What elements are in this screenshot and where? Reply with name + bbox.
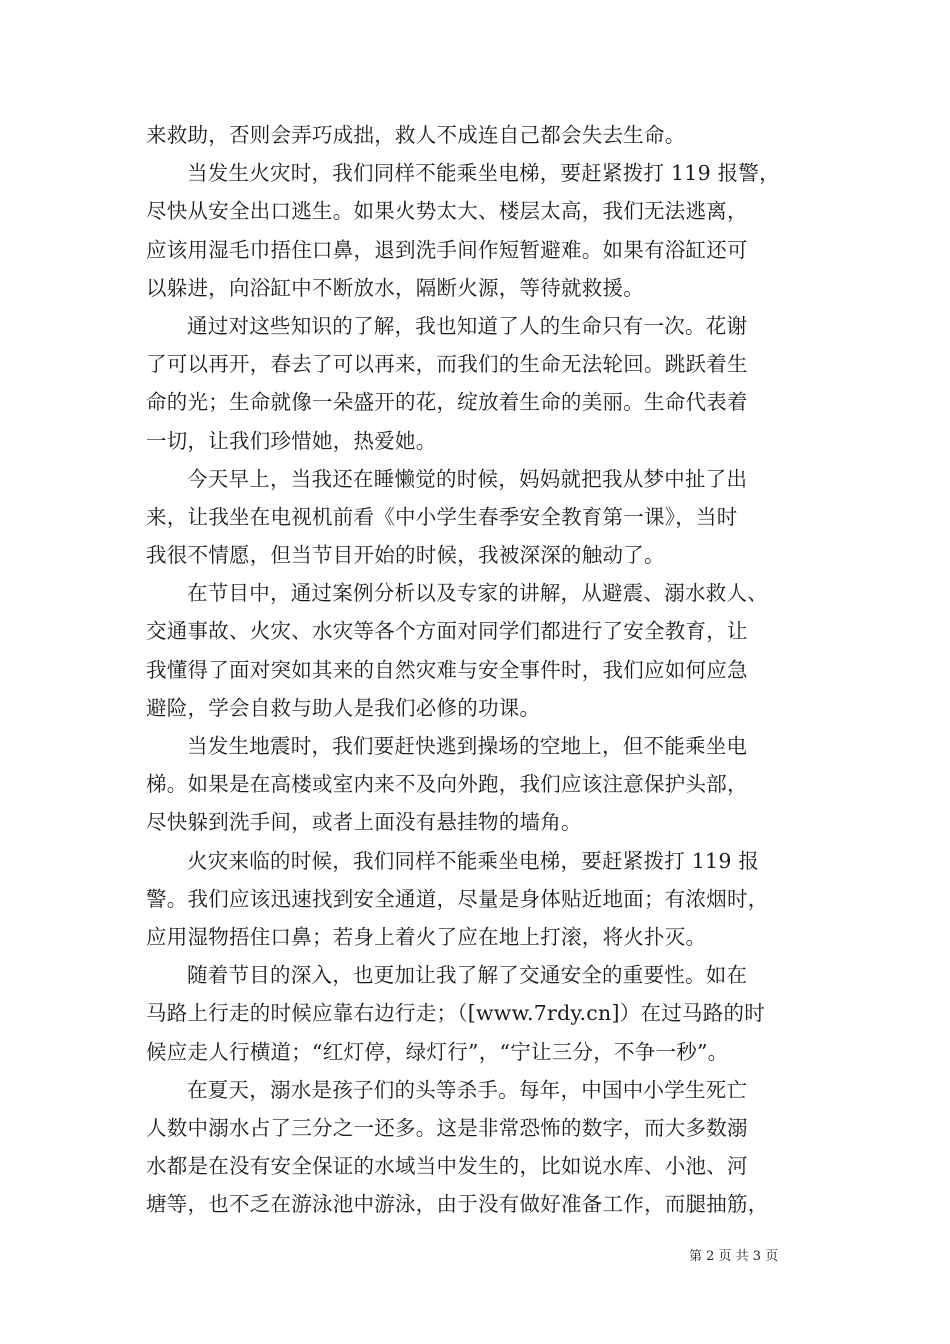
- text-line: 来救助，否则会弄巧成拙，救人不成连自己都会失去生命。: [146, 123, 686, 147]
- text-line: 尽快躲到洗手间，或者上面没有悬挂物的墙角。: [146, 810, 582, 835]
- text-line: 我懂得了面对突如其来的自然灾难与安全事件时，我们应如何应急: [146, 657, 748, 682]
- text-line: 马路上行走的时候应靠右边行走；（[www.7rdy.cn]）在过马路的时: [146, 1001, 765, 1026]
- text-line: 梯。如果是在高楼或室内来不及向外跑，我们应该注意保护头部，: [146, 772, 748, 797]
- paragraph-first-line: 当发生地震时，我们要赶快逃到操场的空地上，但不能乘坐电: [187, 734, 748, 758]
- text-line: 水都是在没有安全保证的水域当中发生的，比如说水库、小池、河: [146, 1154, 748, 1179]
- paragraph-first-line: 在夏天，溺水是孩子们的头等杀手。每年，中国中小学生死亡: [187, 1077, 748, 1102]
- paragraph-first-line: 在节目中，通过案例分析以及专家的讲解，从避震、溺水救人、: [187, 581, 768, 606]
- text-line: 避险，学会自救与助人是我们必修的功课。: [146, 695, 541, 720]
- paragraph-first-line: 当发生火灾时，我们同样不能乘坐电梯，要赶紧拨打 119 报警，: [187, 161, 780, 186]
- paragraph-first-line: 随着节目的深入，也更加让我了解了交通安全的重要性。如在: [187, 963, 748, 988]
- text-line: 了可以再开，春去了可以再来，而我们的生命无法轮回。跳跃着生: [146, 352, 748, 377]
- text-line: 应该用湿毛巾捂住口鼻，退到洗手间作短暂避难。如果有浴缸还可: [146, 237, 748, 262]
- paragraph-first-line: 今天早上，当我还在睡懒觉的时候，妈妈就把我从梦中扯了出: [187, 466, 748, 491]
- text-line: 人数中溺水占了三分之一还多。这是非常恐怖的数字，而大多数溺: [146, 1115, 748, 1140]
- paragraph-first-line: 火灾来临的时候，我们同样不能乘坐电梯，要赶紧拨打 119 报: [187, 848, 760, 873]
- text-line: 命的光；生命就像一朵盛开的花，绽放着生命的美丽。生命代表着: [146, 390, 748, 415]
- text-line: 一切，让我们珍惜她，热爱她。: [146, 428, 437, 453]
- body-text: [146, 116, 806, 1223]
- text-line: 塘等，也不乏在游泳池中游泳，由于没有做好准备工作，而腿抽筋，: [146, 1192, 769, 1217]
- text-line: 候应走人行横道；“红灯停，绿灯行”，“宁让三分，不争一秒”。: [146, 1039, 729, 1064]
- text-line: 交通事故、火灾、水灾等各个方面对同学们都进行了安全教育，让: [146, 619, 748, 644]
- paragraph-first-line: 通过对这些知识的了解，我也知道了人的生命只有一次。花谢: [187, 313, 748, 338]
- text-line: 应用湿物捂住口鼻；若身上着火了应在地上打滚，将火扑灭。: [146, 924, 707, 949]
- text-line: 警。我们应该迅速找到安全通道，尽量是身体贴近地面；有浓烟时，: [146, 886, 769, 911]
- text-line: 我很不情愿，但当节目开始的时候，我被深深的触动了。: [146, 543, 665, 568]
- page-number-footer: 第 2 页 共 3 页: [689, 1249, 779, 1264]
- text-line: 以躲进，向浴缸中不断放水，隔断火源，等待就救援。: [146, 275, 644, 300]
- text-line: 尽快从安全出口逃生。如果火势太大、楼层太高，我们无法逃离，: [146, 199, 748, 224]
- text-line: 来，让我坐在电视机前看《中小学生春季安全教育第一课》，当时: [146, 504, 738, 529]
